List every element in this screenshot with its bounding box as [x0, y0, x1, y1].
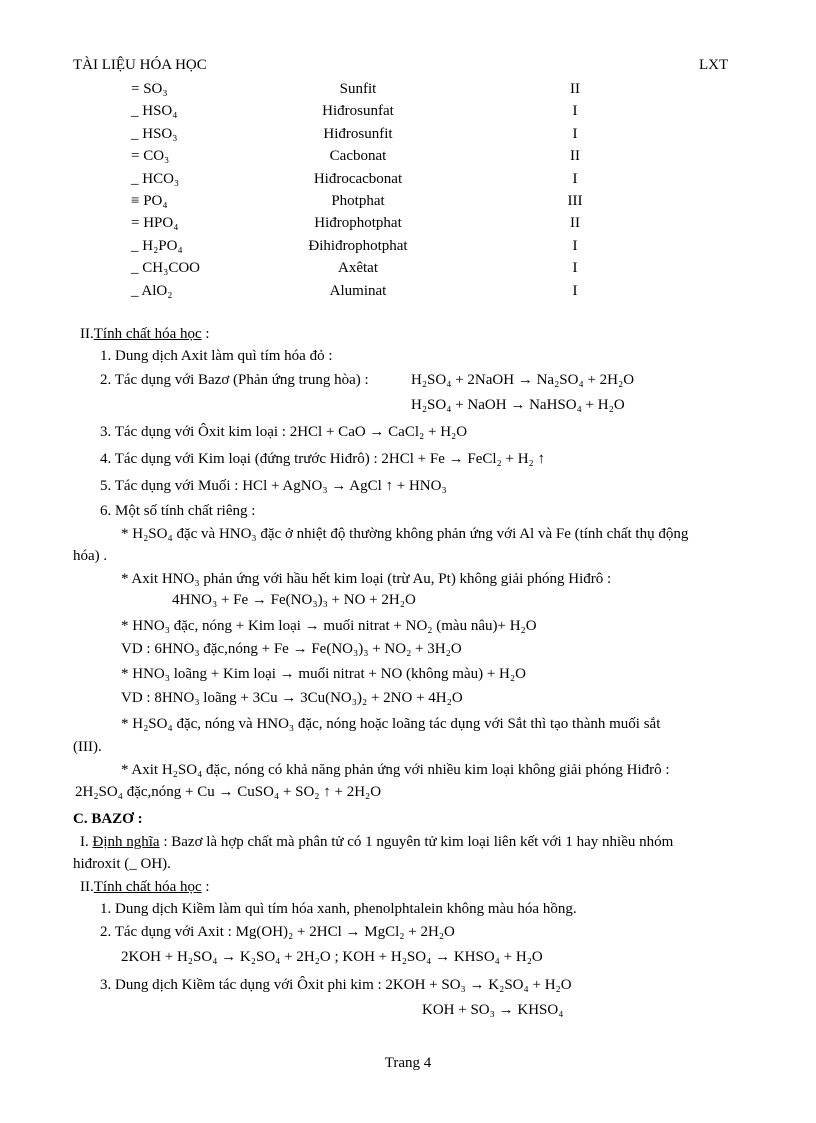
- anion-row: [0, 147, 816, 169]
- acid-special-4: * HNO₃ loãng + Kim loại → muối nitrat + NO (không màu) + H₂O: [121, 666, 526, 682]
- acid-props-heading: [80, 325, 210, 343]
- acid-prop-4: 4. Tác dụng với Kim loại (đứng trước Hiđrô) : 2HCl + Fe → FeCl₂ + H₂ ↑: [100, 451, 546, 467]
- acid-special-3: * HNO₃ đặc, nóng + Kim loại → muối nitrat + NO₂ (màu nâu)+ H₂O: [121, 618, 537, 634]
- acid-props-heading-colon: :: [201, 326, 210, 342]
- acid-special-6-eq: 2H₂SO₄ đặc,nóng + Cu → CuSO₄ + SO₂ ↑ + 2H₂O: [75, 784, 382, 800]
- acid-special-2: * Axit HNO₃ phản ứng với hầu hết kim loại (trừ Au, Pt) không giải phóng Hiđrô :: [121, 571, 612, 587]
- anion-valence: II: [570, 215, 580, 232]
- acid-prop-1: 1. Dung dịch Axit làm quì tím hóa đỏ :: [100, 348, 333, 364]
- anion-row: [0, 125, 816, 147]
- base-prop-3: 3. Dung dịch Kiềm tác dụng với Ôxit phi kim : 2KOH + SO₃ → K₂SO₄ + H₂O: [100, 977, 572, 993]
- anion-valence: II: [570, 81, 580, 97]
- anion-formula: _ AlO₂: [131, 282, 173, 299]
- anion-row: [0, 192, 816, 214]
- anion-name: Axêtat: [338, 260, 378, 277]
- acid-props-heading-label: Tính chất hóa học: [93, 326, 202, 342]
- header-doc-title: TÀI LIỆU HÓA HỌC: [73, 57, 207, 73]
- base-definition-line2: hiđroxit (_ OH).: [73, 856, 171, 872]
- anion-name: Sunfit: [339, 81, 377, 97]
- acid-prop-2-label: 2. Tác dụng với Bazơ (Phản ứng trung hòa) :: [100, 372, 369, 388]
- acid-special-4-eq: VD : 8HNO₃ loãng + 3Cu → 3Cu(NO₃)₂ + 2NO + 4H₂O: [121, 690, 463, 706]
- acid-special-3-eq: VD : 6HNO₃ đặc,nóng + Fe → Fe(NO₃)₃ + NO₂ + 3H₂O: [121, 641, 462, 657]
- base-prop-1: 1. Dung dịch Kiềm làm quì tím hóa xanh, phenolphtalein không màu hóa hồng.: [100, 901, 577, 917]
- anion-formula: = HPO₄: [131, 215, 179, 232]
- anion-name: Hiđrocacbonat: [313, 170, 403, 187]
- anion-valence: I: [572, 170, 578, 187]
- base-prop-3-eq: KOH + SO₃ → KHSO₄: [422, 1002, 564, 1018]
- anion-valence: I: [572, 237, 578, 254]
- base-def-num: I.: [80, 834, 89, 850]
- base-definition-line1: [80, 833, 673, 851]
- anion-name: Đihiđrophotphat: [308, 237, 408, 254]
- base-def-label: Định nghĩa: [92, 834, 160, 850]
- header-author: LXT: [699, 57, 729, 73]
- anion-row: [0, 237, 816, 259]
- anion-formula: _ H₂PO₄: [131, 237, 183, 254]
- anion-formula: = CO₃: [131, 148, 170, 165]
- anion-formula: ≡ PO₄: [131, 192, 168, 209]
- anion-formula: _ HCO₃: [131, 170, 180, 187]
- anion-name: Cacbonat: [329, 148, 387, 165]
- acid-prop-6: 6. Một số tính chất riêng :: [100, 503, 256, 519]
- page-number: Trang 4: [384, 1055, 432, 1071]
- base-prop-2: 2. Tác dụng với Axit : Mg(OH)₂ + 2HCl → MgCl₂ + 2H₂O: [100, 924, 455, 940]
- acid-prop-5: 5. Tác dụng với Muối : HCl + AgNO₃ → AgCl ↑ + HNO₃: [100, 478, 447, 494]
- base-props-label: Tính chất hóa học: [93, 879, 202, 895]
- base-section-title: C. BAZƠ :: [73, 811, 143, 827]
- anion-name: Hiđrosunfat: [322, 103, 394, 120]
- anion-row: [0, 259, 816, 281]
- acid-special-5b: (III).: [73, 739, 102, 755]
- anion-name: Aluminat: [329, 282, 387, 299]
- acid-special-6: * Axit H₂SO₄ đặc, nóng có khả năng phản ứng với nhiều kim loại không giải phóng Hiđrô :: [121, 762, 670, 778]
- acid-props-heading-num: II.: [80, 326, 94, 342]
- acid-prop-2-eq2: H₂SO₄ + NaOH → NaHSO₄ + H₂O: [411, 397, 625, 413]
- anion-formula: = SO₃: [131, 81, 168, 97]
- anion-formula: _ CH₃COO: [131, 260, 200, 277]
- acid-special-5a: * H₂SO₄ đặc, nóng và HNO₃ đặc, nóng hoặc loãng tác dụng với Sắt thì tạo thành muối sắt: [121, 716, 661, 732]
- anion-formula: _ HSO₄: [131, 103, 178, 120]
- acid-prop-3: 3. Tác dụng với Ôxit kim loại : 2HCl + CaO → CaCl₂ + H₂O: [100, 424, 468, 440]
- acid-special-1a: * H₂SO₄ đặc và HNO₃ đặc ở nhiệt độ thường không phản ứng với Al và Fe (tính chất thụ động: [121, 526, 689, 542]
- anion-table: [0, 80, 816, 304]
- acid-special-2-eq: 4HNO₃ + Fe → Fe(NO₃)₃ + NO + 2H₂O: [172, 592, 416, 608]
- anion-valence: I: [572, 282, 578, 299]
- base-def-text: : Bazơ là hợp chất mà phân tử có 1 nguyên tử kim loại liên kết với 1 hay nhiều nhóm: [159, 834, 674, 850]
- anion-row: [0, 102, 816, 124]
- anion-formula: _ HSO₃: [131, 125, 178, 142]
- acid-prop-2-eq1: H₂SO₄ + 2NaOH → Na₂SO₄ + 2H₂O: [411, 372, 635, 388]
- anion-row: [0, 214, 816, 236]
- anion-row: [0, 170, 816, 192]
- anion-valence: I: [572, 260, 578, 277]
- acid-special-1b: hóa) .: [73, 548, 108, 564]
- base-props-colon: :: [201, 879, 210, 895]
- anion-name: Hiđrosunfit: [323, 125, 393, 142]
- anion-valence: II: [570, 148, 580, 165]
- anion-valence: I: [572, 125, 578, 142]
- anion-valence: I: [572, 103, 578, 120]
- anion-row: [0, 282, 816, 304]
- anion-name: Photphat: [331, 192, 385, 209]
- base-props-num: II.: [80, 879, 94, 895]
- anion-valence: III: [567, 192, 583, 209]
- anion-name: Hiđrophotphat: [314, 215, 402, 232]
- base-props-heading: [80, 878, 210, 896]
- base-prop-2-eq: 2KOH + H₂SO₄ → K₂SO₄ + 2H₂O ; KOH + H₂SO₄ → KHSO₄ + H₂O: [121, 949, 543, 965]
- anion-row: [0, 80, 816, 102]
